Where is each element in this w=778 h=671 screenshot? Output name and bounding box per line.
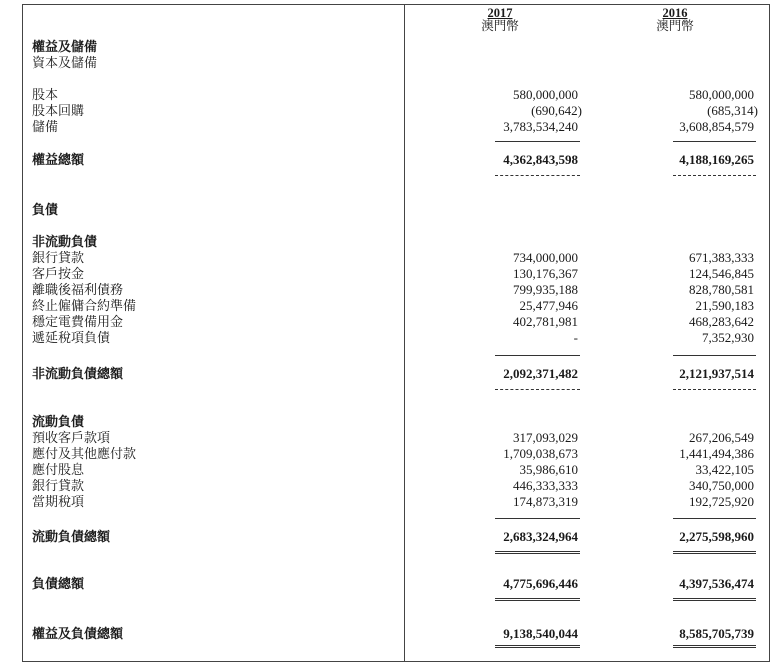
grand-total-2016: 8,585,705,739 [679, 626, 754, 641]
subtotal-rule [673, 141, 756, 142]
total-double-underline [673, 598, 756, 601]
total-underline [495, 389, 580, 390]
row-value-2017: - [573, 330, 578, 345]
noncurrent-total-2017: 2,092,371,482 [503, 366, 578, 381]
grand-total-double-underline [495, 645, 580, 648]
row-value-2017: 174,873,319 [513, 494, 578, 509]
row-value-2017: 25,477,946 [519, 298, 578, 313]
current-total-2017: 2,683,324,964 [503, 529, 578, 544]
row-value-2017: 1,709,038,673 [503, 446, 578, 461]
row-value-2017: 580,000,000 [513, 87, 578, 102]
noncurrent-title: 非流動負債 [32, 234, 98, 249]
total-underline [673, 175, 756, 176]
row-value-2017: 734,000,000 [513, 250, 578, 265]
row-value-2016: 580,000,000 [689, 87, 754, 102]
equity-total-2017: 4,362,843,598 [503, 152, 578, 167]
row-label: 當期稅項 [32, 494, 85, 509]
row-value-2016: 3,608,854,579 [679, 119, 754, 134]
row-value-2017: 402,781,981 [513, 314, 578, 329]
noncurrent-total-label: 非流動負債總額 [32, 366, 124, 381]
row-value-2017: 35,986,610 [519, 462, 578, 477]
liabilities-total-2017: 4,775,696,446 [503, 576, 578, 591]
header-year-2017: 2017 [487, 6, 513, 20]
row-value-2016: 468,283,642 [689, 314, 754, 329]
liabilities-total-2016: 4,397,536,474 [679, 576, 754, 591]
grand-total-double-underline [673, 645, 756, 648]
total-double-underline [495, 598, 580, 601]
row-value-2016: 21,590,183 [695, 298, 754, 313]
row-value-2017: 317,093,029 [513, 430, 578, 445]
total-underline [495, 175, 580, 176]
current-total-label: 流動負債總額 [32, 529, 111, 544]
row-label: 離職後福利債務 [32, 282, 124, 297]
row-value-2017: 799,935,188 [513, 282, 578, 297]
header-year-2016: 2016 [662, 6, 688, 20]
row-label: 穩定電費備用金 [32, 314, 124, 329]
equity-subtitle: 資本及儲備 [32, 55, 98, 70]
subtotal-rule [495, 518, 580, 519]
current-total-2016: 2,275,598,960 [679, 529, 754, 544]
subtotal-rule [673, 518, 756, 519]
row-label: 終止僱傭合約準備 [32, 298, 137, 313]
column-divider [404, 4, 405, 662]
row-label: 銀行貸款 [32, 250, 85, 265]
row-value-2016: 340,750,000 [689, 478, 754, 493]
row-value-2016: 267,206,549 [689, 430, 754, 445]
equity-total-2016: 4,188,169,265 [679, 152, 754, 167]
row-label: 客戶按金 [32, 266, 85, 281]
header-2017 [470, 7, 530, 33]
subtotal-rule [495, 355, 580, 356]
row-label: 儲備 [32, 119, 59, 134]
row-label: 預收客戶款項 [32, 430, 111, 445]
grand-total-2017: 9,138,540,044 [503, 626, 578, 641]
row-label: 股本回購 [32, 103, 85, 118]
liabilities-title: 負債 [32, 202, 59, 217]
total-double-underline [495, 551, 580, 554]
row-value-2017: (690,642) [531, 103, 582, 118]
current-title: 流動負債 [32, 414, 85, 429]
equity-total-label: 權益總額 [32, 152, 85, 167]
grand-total-label: 權益及負債總額 [32, 626, 124, 641]
header-2016 [645, 7, 705, 33]
row-value-2017: 130,176,367 [513, 266, 578, 281]
row-label: 遞延稅項負債 [32, 330, 111, 345]
row-label: 應付股息 [32, 462, 85, 477]
total-double-underline [673, 551, 756, 554]
header-currency-2017: 澳門幣 [481, 19, 519, 33]
noncurrent-total-2016: 2,121,937,514 [679, 366, 754, 381]
row-label: 銀行貸款 [32, 478, 85, 493]
row-value-2017: 3,783,534,240 [503, 119, 578, 134]
row-value-2017: 446,333,333 [513, 478, 578, 493]
row-value-2016: 671,383,333 [689, 250, 754, 265]
statement-frame [22, 4, 770, 662]
row-value-2016: 192,725,920 [689, 494, 754, 509]
header-currency-2016: 澳門幣 [656, 19, 694, 33]
row-value-2016: 33,422,105 [695, 462, 754, 477]
subtotal-rule [673, 355, 756, 356]
row-value-2016: 1,441,494,386 [679, 446, 754, 461]
equity-title: 權益及儲備 [32, 39, 98, 54]
row-value-2016: 7,352,930 [702, 330, 754, 345]
row-value-2016: 124,546,845 [689, 266, 754, 281]
row-label: 股本 [32, 87, 59, 102]
row-value-2016: 828,780,581 [689, 282, 754, 297]
total-underline [673, 389, 756, 390]
subtotal-rule [495, 141, 580, 142]
row-label: 應付及其他應付款 [32, 446, 137, 461]
liabilities-total-label: 負債總額 [32, 576, 85, 591]
row-value-2016: (685,314) [707, 103, 758, 118]
